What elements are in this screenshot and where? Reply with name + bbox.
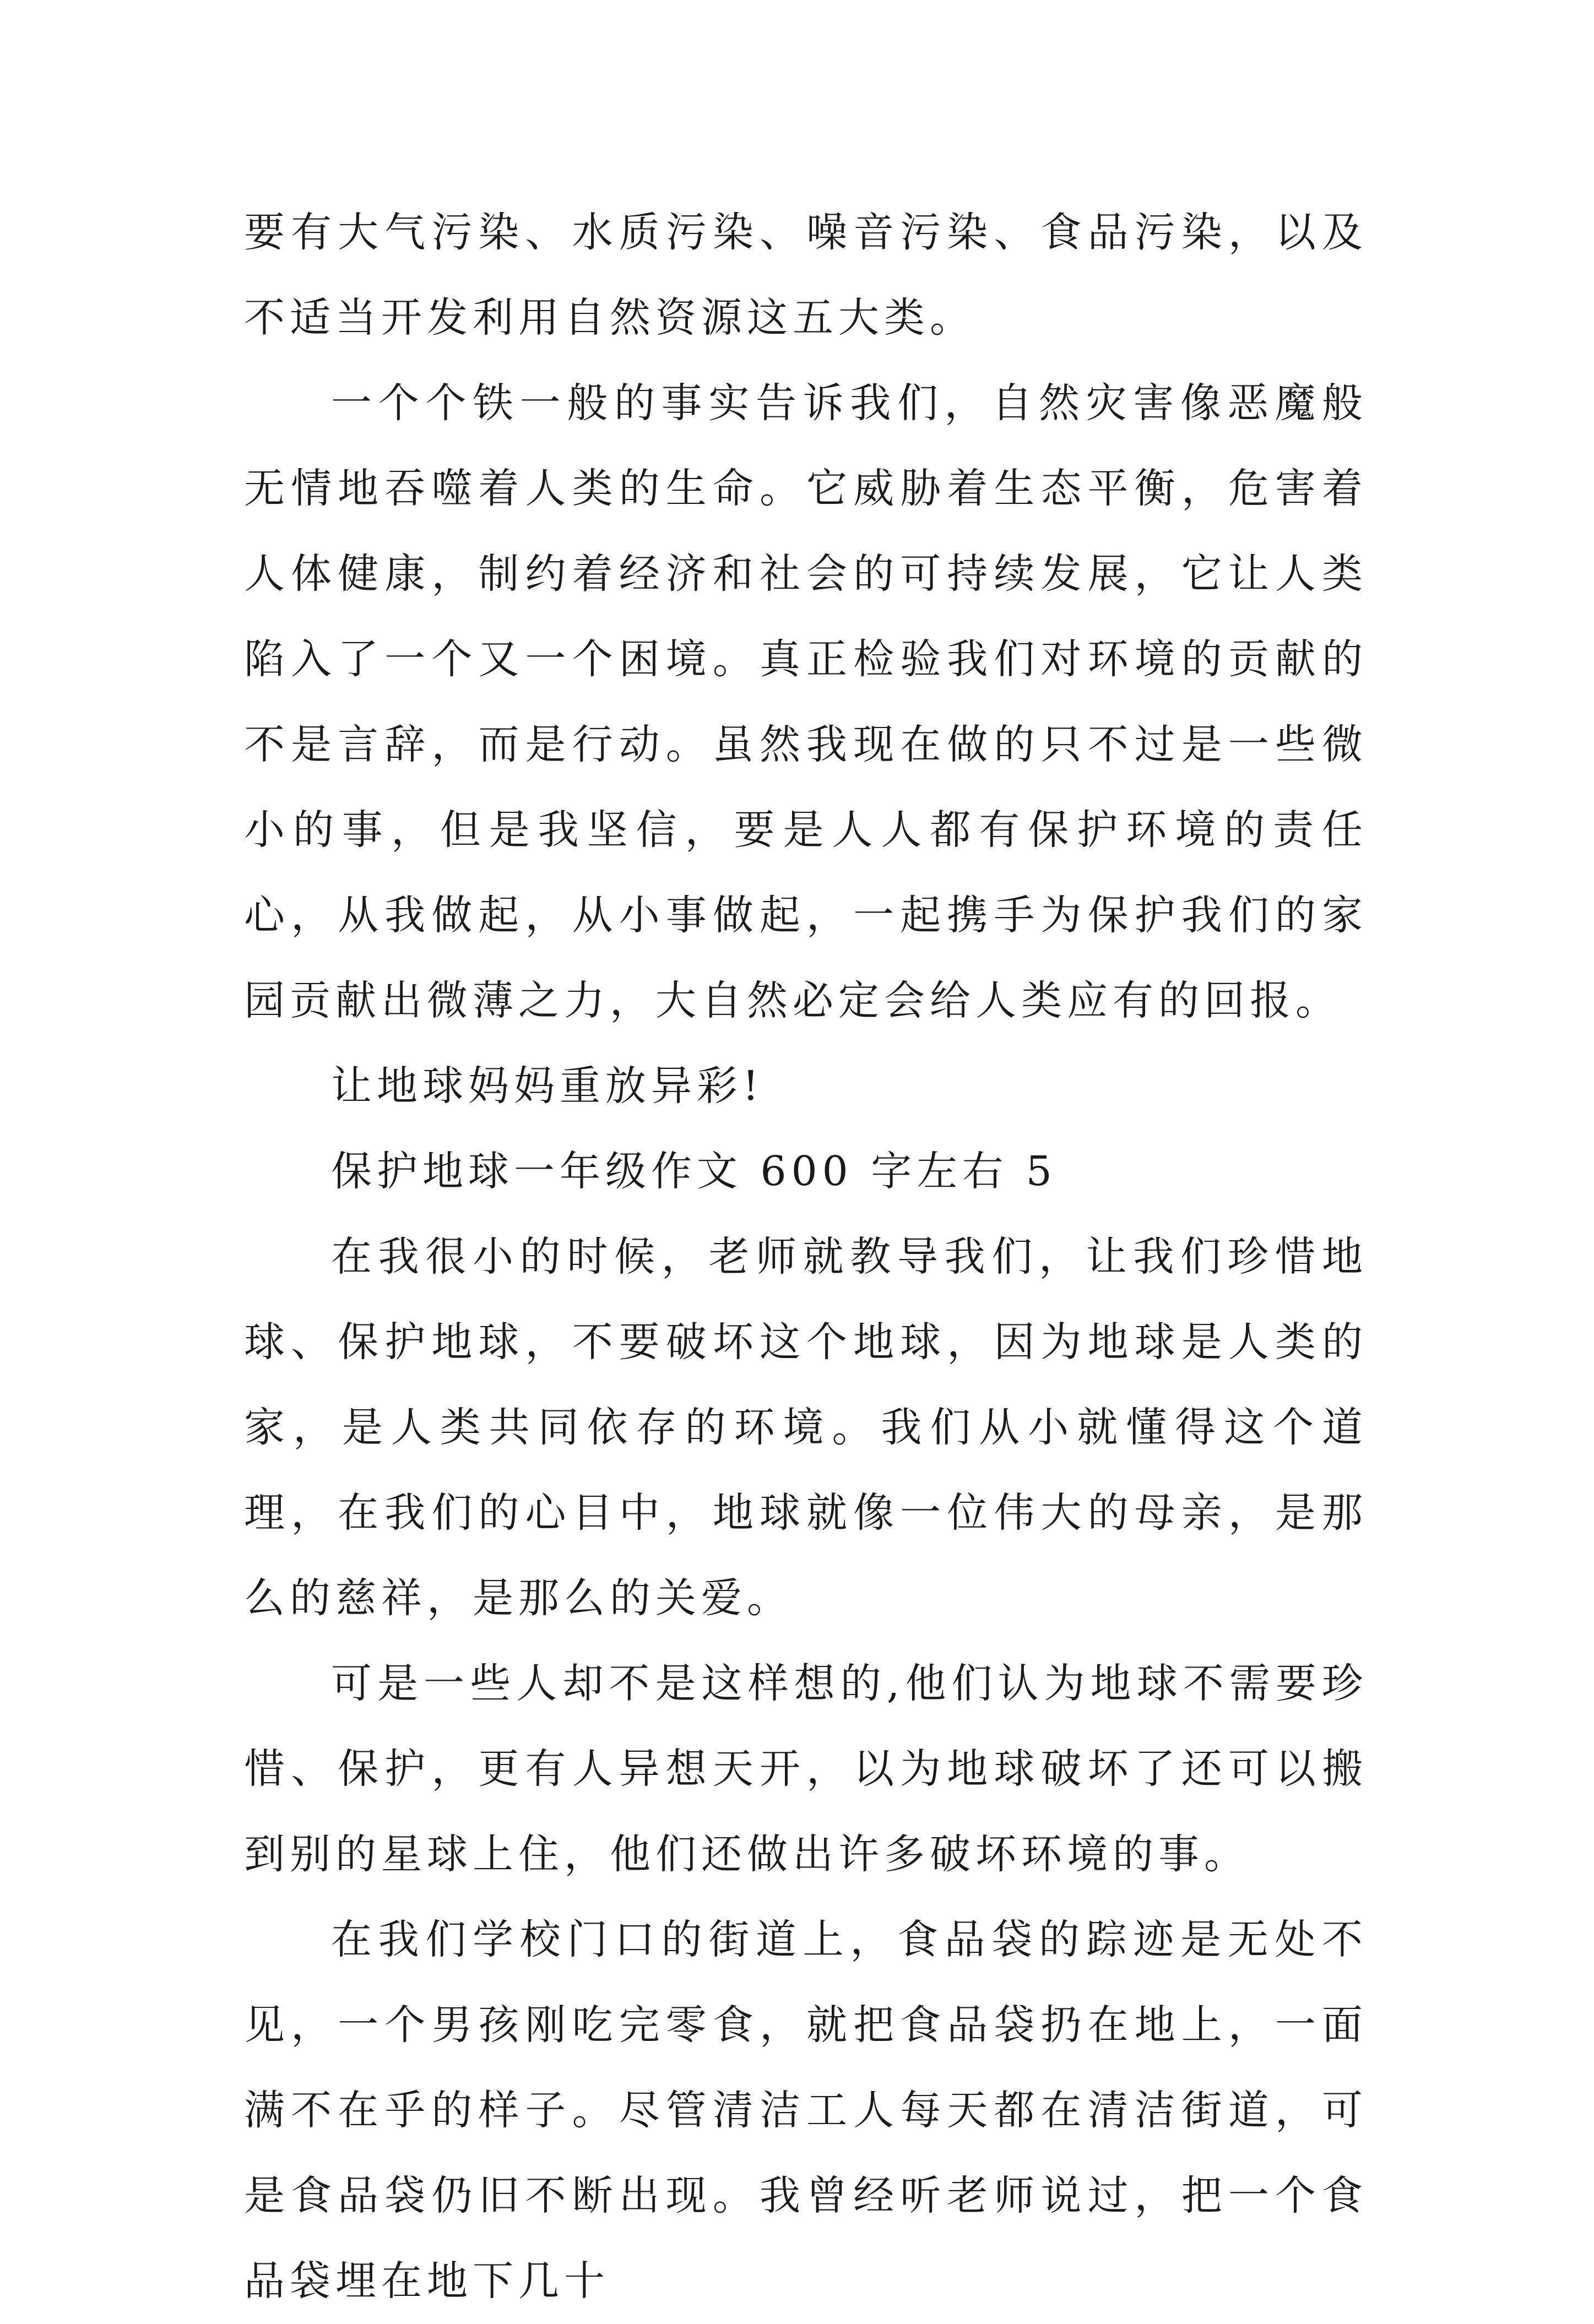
paragraph-7: 在我们学校门口的街道上，食品袋的踪迹是无处不见，一个男孩刚吃完零食，就把食品袋扔在地上，一面满不在乎的样子。尽管清洁工人每天都在清洁街道，可是食品袋仍旧不断出现。我曾经听老师说过，把一个食品袋埋在地下几十 [244,1916,1368,2305]
paragraph-1: 要有大气污染、水质污染、噪音污染、食品污染，以及不适当开发利用自然资源这五大类。 [244,209,1368,341]
document-body [244,190,1368,2324]
paragraph-6: 可是一些人却不是这样想的,他们认为地球不需要珍惜、保护，更有人异想天开，以为地球破坏了还可以搬到别的星球上住，他们还做出许多破坏环境的事。 [244,1660,1368,1878]
paragraph-2: 一个个铁一般的事实告诉我们，自然灾害像恶魔般无情地吞噬着人类的生命。它威胁着生态平衡，危害着人体健康，制约着经济和社会的可持续发展，它让人类陷入了一个又一个困境。真正检验我们对环境的贡献的不是言辞，而是行动。虽然我现在做的只不过是一些微小的事，但是我坚信，要是人人都有保护环境的责任心，从我做起，从小事做起，一起携手为保护我们的家园贡献出微薄之力，大自然必定会给人类应有的回报。 [244,379,1368,1024]
essay-heading: 保护地球一年级作文 600 字左右 5 [331,1148,1057,1195]
paragraph-3: 让地球妈妈重放异彩! [331,1062,764,1110]
paragraph-5: 在我很小的时候，老师就教导我们，让我们珍惜地球、保护地球，不要破坏这个地球，因为地球是人类的家，是人类共同依存的环境。我们从小就懂得这个道理，在我们的心目中，地球就像一位伟大的母亲，是那么的慈祥，是那么的关爱。 [244,1233,1368,1622]
